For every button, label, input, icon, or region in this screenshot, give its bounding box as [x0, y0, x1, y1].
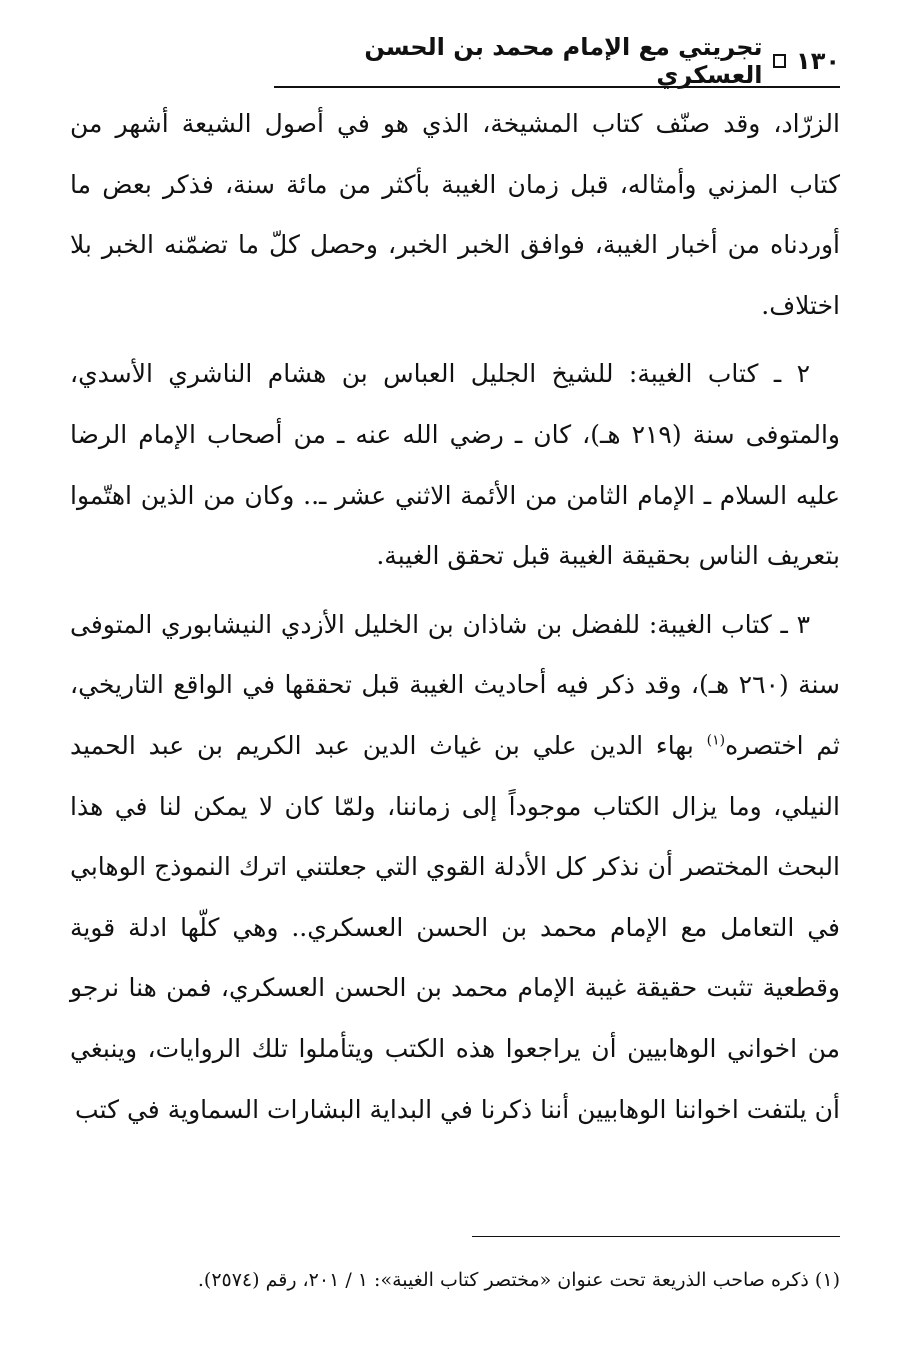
footnote-separator	[472, 1236, 840, 1237]
paragraph-2: ٢ ـ كتاب الغيبة: للشيخ الجليل العباس بن هشام الناشري الأسدي، والمتوفى سنة (٢١٩ هـ)، كان ـ رضي الله عنه ـ من أصحاب الإمام الرضا عليه السلام ـ الإمام الثامن من الأئمة الاثني عشر ـ.. وكان من الذين اهتّموا بتعريف الناس بحقيقة الغيبة قبل تحقق الغيبة.	[70, 359, 840, 571]
body-text	[70, 94, 840, 1140]
square-bullet-icon	[773, 54, 787, 68]
footnote: (١) ذكره صاحب الذريعة تحت عنوان «مختصر كتاب الغيبة»: ١ / ٢٠١، رقم (٢٥٧٤).	[197, 1269, 840, 1291]
page-header	[274, 33, 840, 89]
paragraph-3	[70, 595, 840, 1140]
footnote-reference[interactable]: (١)	[706, 732, 726, 749]
book-title: تجريتي مع الإمام محمد بن الحسن العسكري	[364, 33, 763, 89]
paragraph-3-part-1: ٣ ـ كتاب الغيبة: للفضل بن شاذان بن الخليل الأزدي النيشابوري المتوفى سنة (٢٦٠ هـ)، وقد ذكر فيه أحاديث الغيبة قبل تحققها في الواقع التاريخي، ثم اختصره	[70, 609, 840, 760]
paragraph-1: الزرّاد، وقد صنّف كتاب المشيخة، الذي هو في أصول الشيعة أشهر من كتاب المزني وأمثاله، قبل زمان الغيبة بأكثر من مائة سنة، فذكر بعض ما أوردناه من أخبار الغيبة، فوافق الخبر الخبر، وحصل كلّ ما تضمّنه الخبر بلا اختلاف.	[70, 109, 840, 320]
page-number: ١٣٠	[796, 47, 840, 75]
paragraph-3-part-2: بهاء الدين علي بن غياث الدين عبد الكريم بن عبد الحميد النيلي، وما يزال الكتاب موجوداً إلى زماننا، ولمّا كان لا يمكن لنا في هذا البحث المختصر أن نذكر كل الأدلة القوي التي جعلتني اترك النموذج الوهابي في التعامل مع الإمام محمد بن الحسن العسكري.. وهي كلّها ادلة قوية وقطعية تثبت حقيقة غيبة الإمام محمد بن الحسن العسكري، فمن هنا نرجو من اخواني الوهابيين أن يراجعوا هذه الكتب ويتأملوا تلك الروايات، وينبغي أن يلتفت اخواننا الوهابيين أننا ذكرنا في البداية البشارات السماوية في كتب	[70, 730, 840, 1124]
header-rule	[274, 86, 840, 88]
